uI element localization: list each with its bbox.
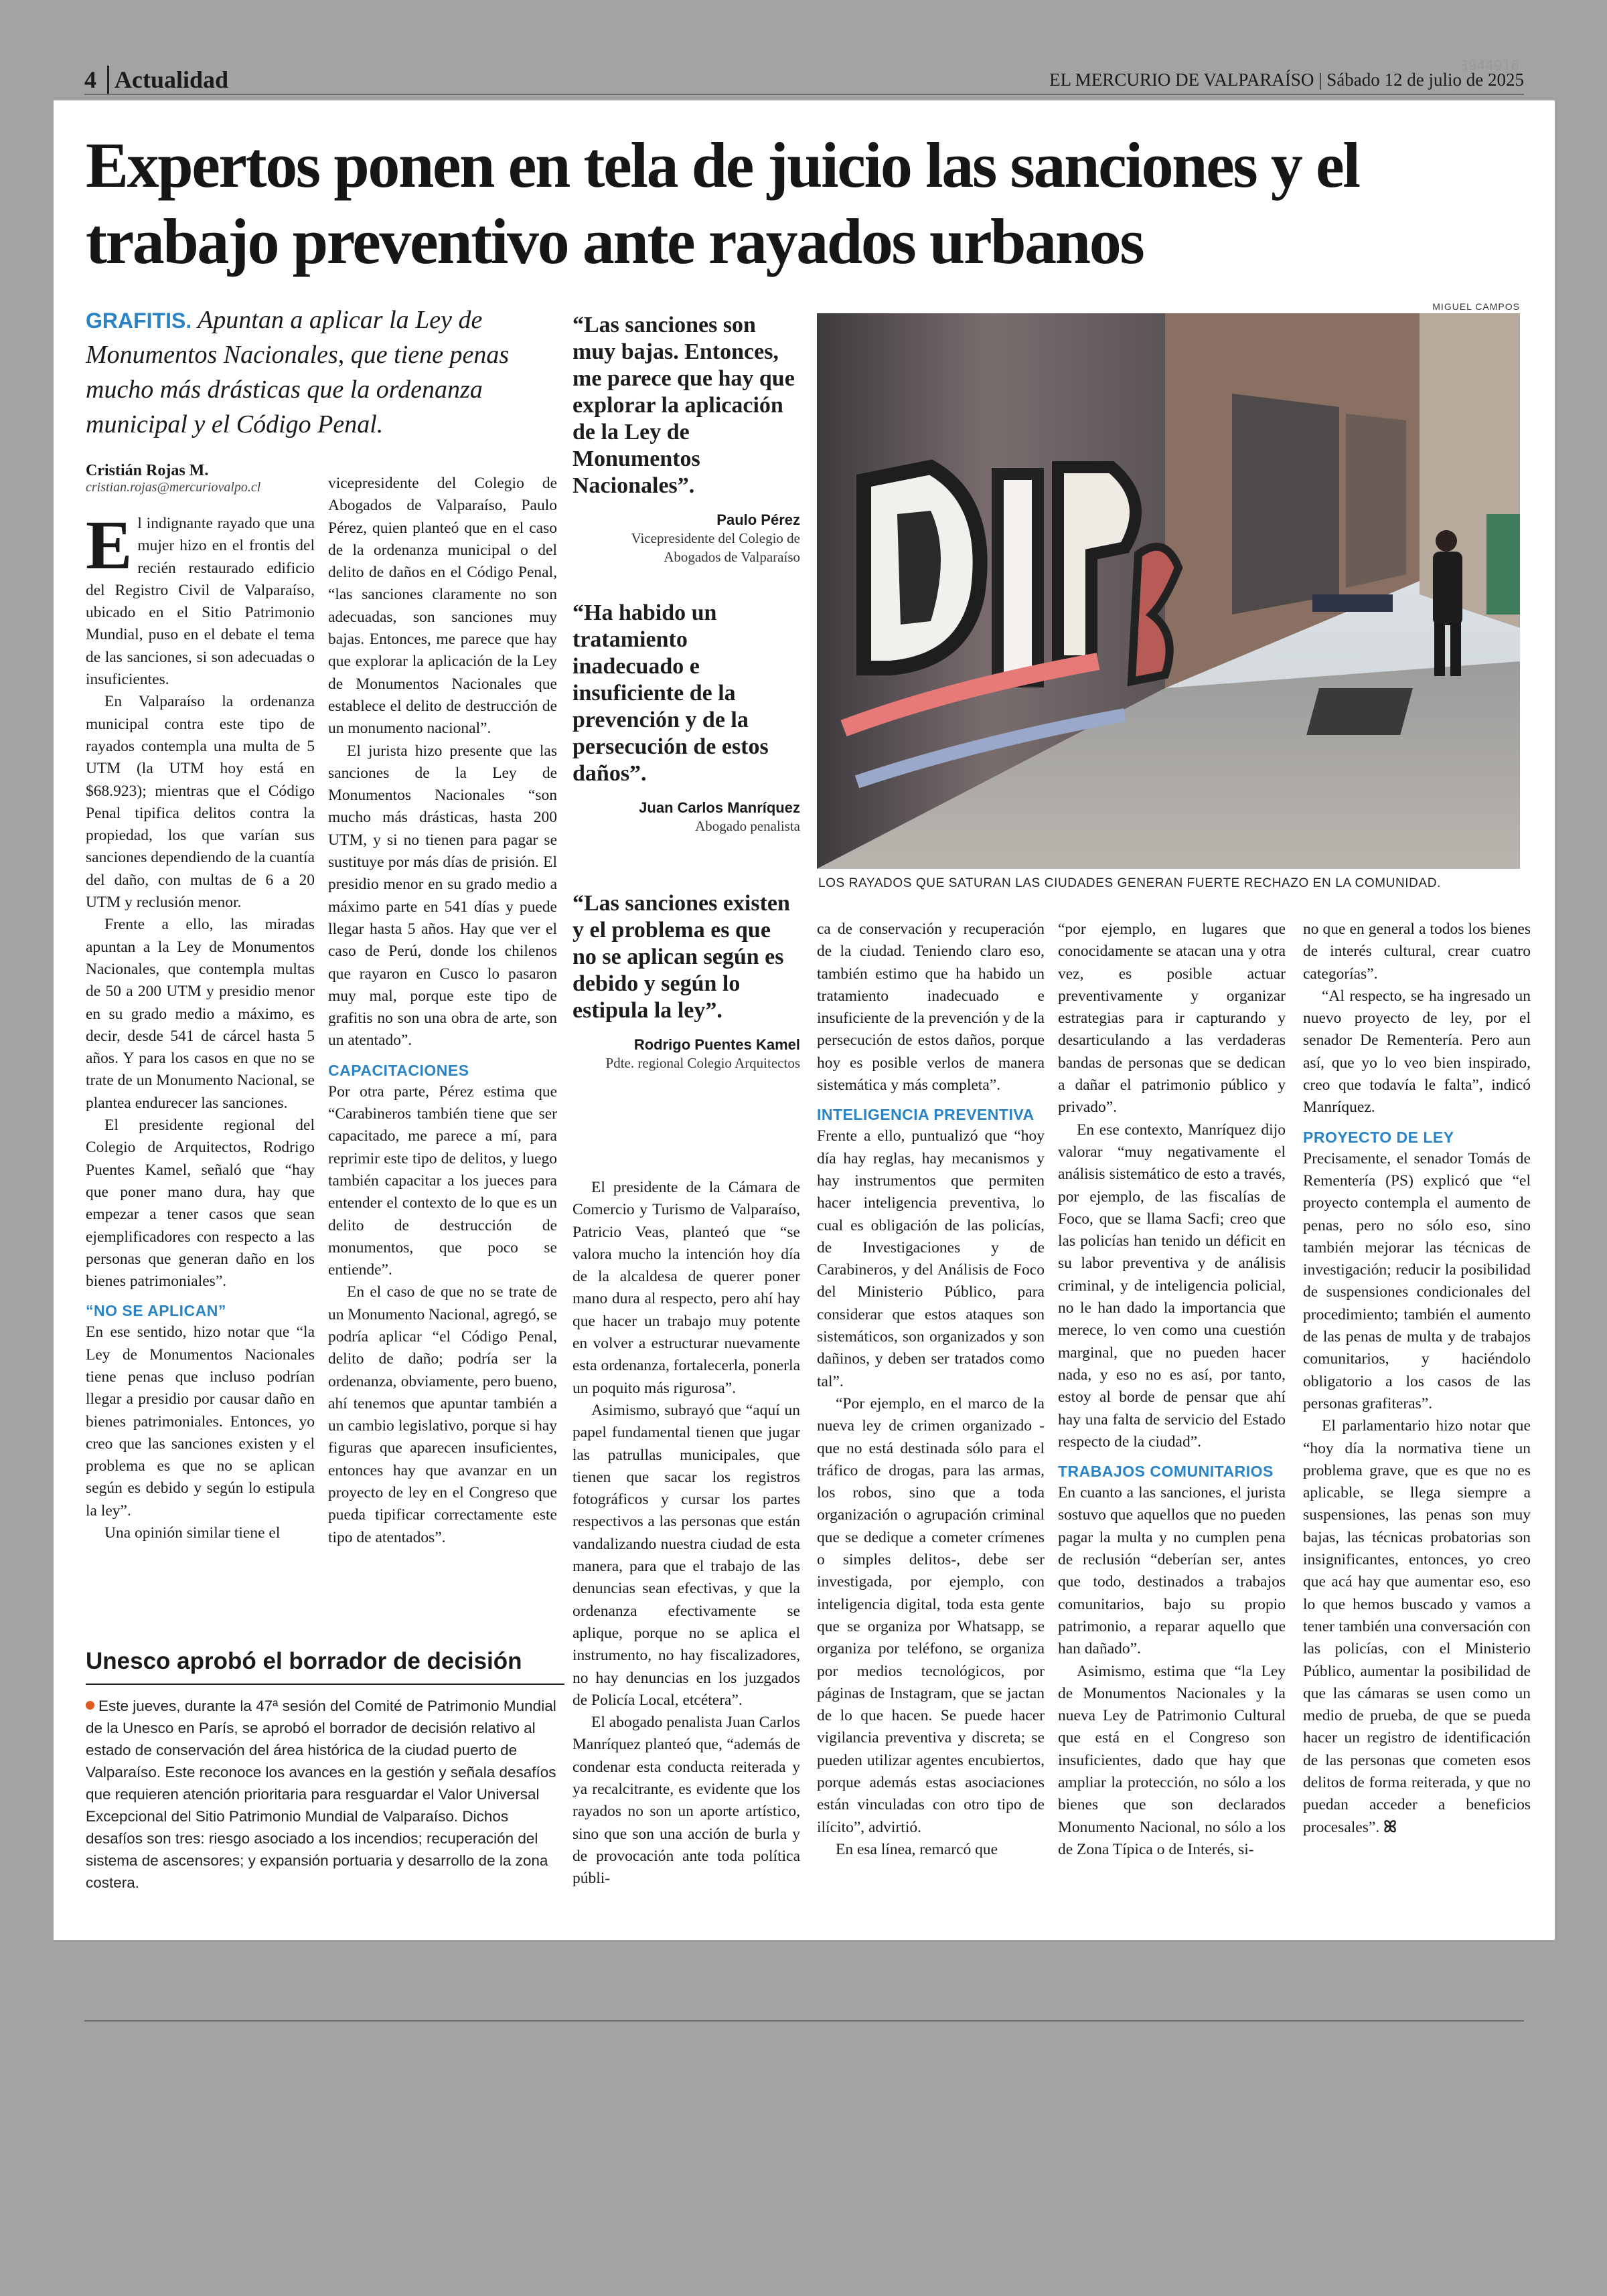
quote-name: Paulo Pérez [716,511,800,528]
subhead: PROYECTO DE LEY [1303,1128,1454,1146]
paragraph: “Al respecto, se ha ingresado un nuevo proyecto de ley, por el senador De Rementería. Pero aun así, que yo lo veo bien inspirado, creo que todavía le falta”, indicó Manríquez. [1303,987,1531,1117]
quote-text: “Las sanciones son muy bajas. Entonces, me parece que hay que explorar la aplicación de la Ley de Monumentos Nacionales”. [572,313,795,498]
watermark: 3944916 [1460,58,1520,74]
quote-name: Rodrigo Puentes Kamel [633,1036,800,1053]
photo-credit: MIGUEL CAMPOS [1432,301,1520,312]
deck [86,303,568,442]
column-6 [1303,918,1531,1839]
quote-text: “Las sanciones existen y el problema es que no se aplican según es debido y según lo estipula la ley”. [572,891,790,1023]
byline: Cristián Rojas M. [86,462,209,479]
paragraph: El presidente regional del Colegio de Arquitectos, Rodrigo Puentes Kamel, señaló que “hay que poner mano dura, hay que empezar a tener casos que sean ejemplificadores con respecto a las personas que generan daño en los bienes patrimoniales”. [86,1117,315,1291]
paragraph: El jurista hizo presente que las sanciones de la Ley de Monumentos Nacionales “son mucho más drásticas, hasta 200 UTM, y si no tienen para pagar se sustituye por más días de prisión. El presidio menor en su grado medio a máximo parte en 541 días y puede llegar hasta 5 años. Hay que ver el caso de Perú, donde los chilenos que rayaron en Cusco lo pasaron muy mal, porque este tipo de grafitis no son una obra de arte, son un atentado”. [328,742,557,1050]
pull-quote-puentes [572,890,800,1072]
paragraph: En Valparaíso la ordenanza municipal contra este tipo de rayados contempla una multa de 5 UTM (la UTM hoy está en $68.923); mientras que el Código Penal tipifica delitos contra la propiedad, los que varían sus sanciones dependiendo de la cuantía del daño, con multas de 6 a 20 UTM y reclusión menor. [86,693,315,912]
quote-role: Abogado penalista [695,818,800,834]
deck-text: Apuntan a aplicar la Ley de Monumentos Nacionales, que tiene penas mucho más drásticas que la ordenanza municipal y el Código Penal. [86,306,510,438]
pull-quote-perez [572,312,800,566]
section-name: Actualidad [107,66,228,94]
graffiti-photo [817,313,1520,869]
paragraph: Por otra parte, Pérez estima que “Carabineros también tiene que ser capacitado, me parece a mí, para reprimir este tipo de delitos, y luego también capacitar a los jueces para entender el contexto de lo que es un delito de destrucción de monumentos, que poco se entiende”. [328,1082,557,1279]
column-1 [86,462,315,1544]
quote-role: Vicepresidente del Colegio de Abogados de Valparaíso [631,530,800,565]
paragraph: Frente a ello, puntualizó que “hoy día hay reglas, hay mecanismos y hay instrumentos que permiten hacer inteligencia preventiva, lo cual es obligación de las policías, de Investigaciones y de Carabineros, y del Análisis de Foco del Ministerio Público, para considerar que estos ataques son sistemáticos, son organizados y son dañinos, y deben ser tratados como tal”. [817,1127,1045,1390]
paragraph: En esa línea, remarcó que [836,1840,998,1858]
paragraph: Precisamente, el senador Tomás de Rementería (PS) explicó que “el proyecto contempla el aumento de penas, pero no sólo eso, sino también mejorar las técnicas de investigación; reducir la posibilidad de suspensiones condicionales del procedimiento; también el aumento de las penas de multa y de trabajos comunitarios, y haciéndolo obligatorio a los casos de las personas grafiteras”. [1303,1149,1531,1412]
paragraph: no que en general a todos los bienes de interés cultural, crear cuatro categorías”. [1303,920,1531,983]
column-3 [572,1177,800,1890]
paragraph: “por ejemplo, en lugares que conocidamente se atacan una y otra vez, es posible actuar preventivamente y organizar estrategias para ir capturando y desarticulando a las verdaderas bandas de personas que se dedican a dañar el patrimonio público y privado”. [1058,920,1286,1117]
end-mark-icon: ꕤ [1383,1817,1397,1836]
paragraph: El parlamentario hizo notar que “hoy día la normativa tiene un problema grave, que es que no es aplicable, se llega siempre a suspensiones, las penas son muy bajas, las técnicas probatorias son insignificantes, entonces, yo creo que acá hay que aumentar eso, eso lo que hemos buscado y vamos a tener también una conversación con las policías, con el Ministerio Público, aumentar la posibilidad de que las cámaras se usen como un medio de prueba, de que se pueda hacer un registro de identificación de las personas que cometen esos delitos de forma reiterada, y que no puedan acceder a beneficios procesales”. ꕤ [1303,1417,1531,1836]
subhead: “NO SE APLICAN” [86,1302,226,1320]
paragraph: El presidente de la Cámara de Comercio y Turismo de Valparaíso, Patricio Veas, planteó que “se valora mucho la intención hoy día de la alcaldesa de querer poner mano dura al respecto, pero ahí hay que hacer un trabajo muy potente en volver a estructurar nuevamente esta ordenanza, fortalecerla, ponerla un poquito más rigurosa”. [572,1179,800,1397]
sidebar-rule [86,1684,564,1685]
column-2 [328,473,557,1549]
subhead: TRABAJOS COMUNITARIOS [1058,1463,1274,1481]
bullet-icon [86,1701,94,1710]
photo-caption: LOS RAYADOS QUE SATURAN LAS CIUDADES GENERAN FUERTE RECHAZO EN LA COMUNIDAD. [818,876,1441,890]
paragraph: Asimismo, estima que “la Ley de Monumentos Nacionales y la nueva Ley de Patrimonio Cultural que está en el Congreso son insuficientes, dado que hay que ampliar la protección, no sólo a los bienes que son declarados Monumento Nacional, no sólo a los de Zona Típica o de Interés, si- [1058,1662,1286,1858]
quote-text: “Ha habido un tratamiento inadecuado e insuficiente de la prevención y de la persecución de estos daños”. [572,600,769,786]
footer-rule [84,2020,1524,2022]
paragraph: Frente a ello, las miradas apuntan a la Ley de Monumentos Nacionales, que contempla multas de 50 a 200 UTM y presidio menor en su grado medio a máximo, es decir, desde 541 de cárcel hasta 5 años. Y para los casos en que no se trate de un Monumento Nacional, se plantea endurecer las sanciones. [86,916,315,1112]
quote-role: Pdte. regional Colegio Arquitectos [605,1055,800,1071]
newspaper-page [54,100,1555,1940]
paragraph: ca de conservación y recuperación de la ciudad. Teniendo claro eso, también estimo que ha habido un tratamiento inadecuado e insuficiente de la prevención y de la persecución de estos daños, porque hoy es posible verlos de manera sistemática y más completa”. [817,920,1045,1094]
paragraph: vicepresidente del Colegio de Abogados de Valparaíso, Paulo Pérez, quien planteó que en el caso de la ordenanza municipal o del delito de daños en el Código Penal, “las sanciones claramente no son adecuadas, son sanciones muy bajas. Entonces, me parece que hay que explorar la aplicación de la Ley de Monumentos Nacionales que establece el delito de destrucción de un monumento nacional”. [328,475,557,738]
lead-paragraph: El indignante rayado que una mujer hizo en el frontis del recién restaurado edificio del Registro Civil de Valparaíso, ubicado en el Sitio Patrimonio Mundial, puso en el debate el tema de las sanciones, si son adecuadas o insuficientes. [86,507,315,689]
pull-quote-manriquez [572,600,800,835]
column-4 [817,918,1045,1861]
drop-cap: E [86,507,133,584]
quote-name: Juan Carlos Manríquez [639,799,800,816]
page-number: 4 [84,66,96,93]
paragraph: Una opinión similar tiene el [104,1524,281,1542]
sidebar-title: Unesco aprobó el borrador de decisión [86,1648,522,1674]
photo-illustration [817,313,1520,869]
paragraph: “Por ejemplo, en el marco de la nueva ley de crimen organizado -que no está destinada sólo para el tráfico de drogas, para las armas, los robos, sino que a toda organización o agrupación criminal que se dedique a cometer crímenes o simples delitos-, debe ser investigada, por ejemplo, con inteligencia digital, toda esta gente que se organiza por Whatsapp, se organiza por teléfono, se organiza por medios tecnológicos, por páginas de Instagram, que se jactan de lo que hacen. Se puede hacer vigilancia preventiva y discreta; se pueden utilizar agentes encubiertos, porque además estas asociaciones están vinculadas con otro tipo de ilícito”, advirtió. [817,1394,1045,1836]
paragraph: Asimismo, subrayó que “aquí un papel fundamental tienen que jugar las patrullas municipales, que tienen que sacar los registros fotográficos y cursar los partes respectivos a las personas que están vandalizando nuestra ciudad de esta manera, para que el trabajo de las denuncias sean efectivas, y que la ordenanza efectivamente se aplique, porque no se aplica el instrumento, no hay fiscalizadores, no hay denuncias en los juzgados de Policía Local, etcétera”. [572,1401,800,1709]
header-rule [84,94,1524,95]
paragraph: El abogado penalista Juan Carlos Manríquez planteó que, “además de condenar esta conducta reiterada y ya recalcitrante, es evidente que los rayados no son un aporte artístico, sino que son una acción de burla y de provocación ante toda política públi- [572,1714,800,1888]
headline: Expertos ponen en tela de juicio las sanciones y el trabajo preventivo ante rayados urbanos [86,129,1359,277]
paragraph: En el caso de que no se trate de un Monumento Nacional, agregó, se podría aplicar “el Código Penal, delito de daño; podría ser la ordenanza, obviamente, pero bueno, ahí tenemos que apuntar también a un cambio legislativo, porque si hay figuras que aparecen insuficientes, entonces hay que avanzar en un proyecto de ley en el Congreso que pueda tipificar correctamente este tipo de atentados”. [328,1283,557,1546]
column-5 [1058,918,1286,1861]
page-header [84,64,1524,92]
paragraph: En ese contexto, Manríquez dijo valorar “muy negativamente el análisis sistemático de esto a través, por ejemplo, de las fiscalías de Foco, que se llama Sacfi; creo que las policías han tenido un déficit en su labor preventiva y de análisis criminal, y de inteligencia policial, no le han dado la importancia que merece, lo ven como una cuestión marginal, que no pueden hacer nada, y eso no es así, por tanto, estoy al borde de pensar que ahí hay una falta de servicio del Estado respecto de la ciudad”. [1058,1121,1286,1451]
subhead: INTELIGENCIA PREVENTIVA [817,1106,1035,1124]
kicker: GRAFITIS. [86,309,192,333]
paragraph: En cuanto a las sanciones, el jurista sostuvo que aquellos que no pueden pagar la multa y no cumplen pena de reclusión “deberían ser, antes que todo, destinados a trabajos comunitarios, bajo su propio patrimonio, a reparar aquello que han dañado”. [1058,1484,1286,1658]
sidebar-text: Este jueves, durante la 47ª sesión del Comité de Patrimonio Mundial de la Unesco en París, se aprobó el borrador de decisión relativo al estado de conservación del área histórica de la ciudad puerto de Valparaíso. Este reconoce los avances en la gestión y señala desafíos que requieren atención prioritaria para resguardar el Valor Universal Excepcional del Sitio Patrimonio Mundial de Valparaíso. Dichos desafíos son tres: riesgo asociado a los incendios; recuperación del sistema de ascensores; y expansión portuaria y desarrollo de la zona costera. [86,1698,556,1891]
subhead: CAPACITACIONES [328,1061,469,1079]
author-email: cristian.rojas@mercuriovalpo.cl [86,480,261,495]
folio: EL MERCURIO DE VALPARAÍSO | Sábado 12 de julio de 2025 [1049,70,1524,90]
paragraph: En ese sentido, hizo notar que “la Ley de Monumentos Nacionales tiene penas que incluso podrían llegar a presidio por causar daño en bienes patrimoniales. Entonces, yo creo que las sanciones existen y el problema es que no se aplican según es debido y según lo estipula la ley”. [86,1323,315,1520]
